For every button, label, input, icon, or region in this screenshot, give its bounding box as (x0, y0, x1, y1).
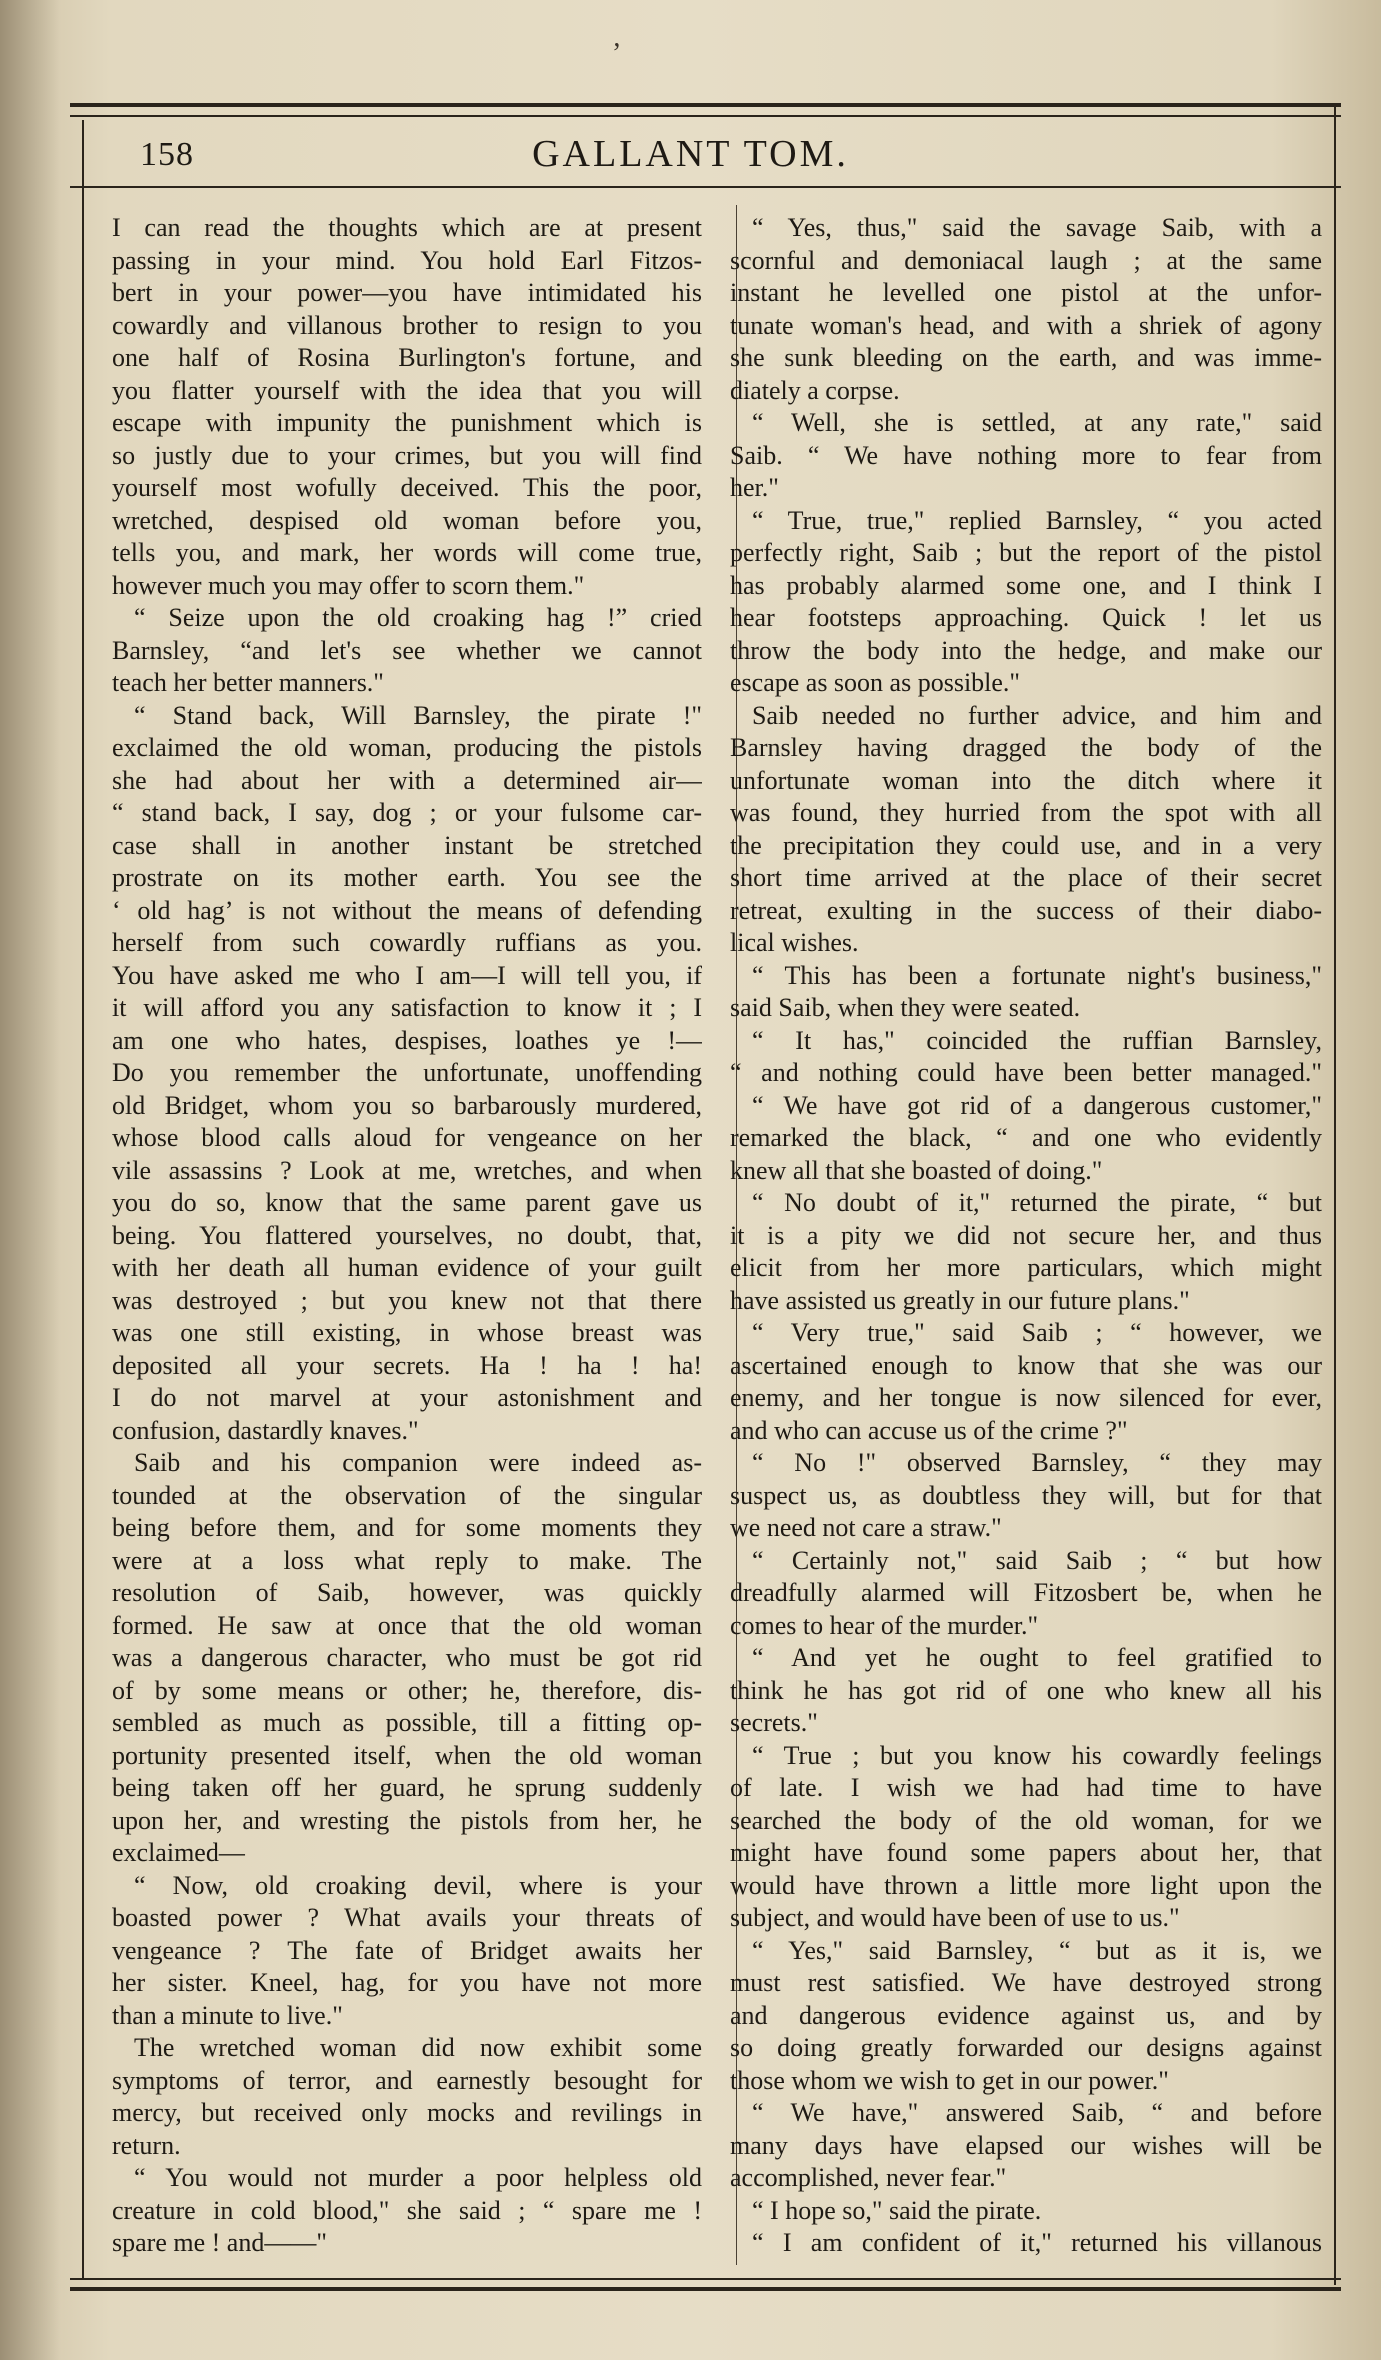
text-line: her sister. Kneel, hag, for you have not more (112, 1968, 702, 1997)
text-line: resolution of Saib, however, was quickly (112, 1578, 702, 1607)
text-line: vengeance ? The fate of Bridget awaits her (112, 1935, 702, 1965)
text-line: and dangerous evidence against us, and by (730, 2000, 1322, 2030)
text-line: The wretched woman did now exhibit some (134, 2033, 702, 2062)
text-line: she sunk bleeding on the earth, and was imme- (730, 343, 1322, 372)
page-number: 158 (140, 136, 194, 173)
text-line: ascertained enough to know that she was our (730, 1350, 1322, 1380)
text-line: one half of Rosina Burlington's fortune, and (112, 343, 702, 372)
text-line: “ No doubt of it," returned the pirate, “ but (752, 1188, 1322, 1217)
text-line: hear footsteps approaching. Quick ! let us (730, 603, 1322, 632)
text-line: prostrate on its mother earth. You see the (112, 863, 702, 892)
text-line: said Saib, when they were seated. (730, 993, 1081, 1022)
text-line: the precipitation they could use, and in a very (730, 830, 1322, 860)
text-line: exclaimed the old woman, producing the pistols (112, 733, 702, 762)
text-line: Barnsley having dragged the body of the (730, 733, 1322, 762)
text-line: comes to hear of the murder." (730, 1610, 1039, 1640)
text-line: “ No !" observed Barnsley, “ they may (752, 1448, 1322, 1477)
text-line: “ Seize upon the old croaking hag !” cried (134, 603, 702, 632)
text-line: must rest satisfied. We have destroyed strong (730, 1968, 1322, 1997)
text-line: case shall in another instant be stretched (112, 830, 702, 860)
text-line: searched the body of the old woman, for we (730, 1805, 1322, 1835)
text-line: “ You would not murder a poor helpless old (134, 2163, 702, 2192)
text-line: passing in your mind. You hold Earl Fitzos- (112, 245, 702, 275)
text-line: instant he levelled one pistol at the unfor- (730, 278, 1322, 307)
text-line: secrets." (730, 1708, 818, 1737)
right-column (730, 212, 1322, 2260)
text-line: was found, they hurried from the spot with all (730, 798, 1322, 827)
text-line: You have asked me who I am—I will tell you, if (112, 960, 702, 990)
text-line: “ Very true," said Saib ; “ however, we (752, 1318, 1322, 1347)
text-line: escape as soon as possible." (730, 668, 1021, 697)
text-line: bert in your power—you have intimidated his (112, 278, 702, 307)
top-rule-thick (70, 103, 1341, 107)
bottom-rule-thin (70, 2278, 1341, 2280)
text-line: were at a loss what reply to make. The (112, 1545, 702, 1575)
text-line: being taken off her guard, he sprung suddenly (112, 1773, 702, 1802)
text-line: formed. He saw at once that the old woman (112, 1610, 702, 1640)
text-line: “ And yet he ought to feel gratified to (752, 1643, 1322, 1672)
text-line: her." (730, 473, 779, 502)
text-line: you flatter yourself with the idea that you will (112, 375, 702, 405)
text-line: return. (112, 2130, 181, 2160)
text-line: “ True, true," replied Barnsley, “ you acted (752, 505, 1322, 535)
text-line: “ Stand back, Will Barnsley, the pirate !" (134, 700, 702, 730)
text-line: those whom we wish to get in our power." (730, 2065, 1169, 2095)
text-line: boasted power ? What avails your threats of (112, 1903, 702, 1932)
ink-mark: ʼ (612, 38, 622, 69)
text-line: “ I hope so," said the pirate. (752, 2195, 1042, 2225)
text-line: scornful and demoniacal laugh ; at the same (730, 245, 1322, 275)
text-line: tells you, and mark, her words will come true, (112, 538, 702, 567)
text-line: wretched, despised old woman before you, (112, 505, 702, 535)
text-line: she had about her with a determined air— (112, 765, 702, 795)
text-line: knew all that she boasted of doing." (730, 1155, 1103, 1185)
left-column (112, 212, 702, 2260)
text-line: teach her better manners." (112, 668, 384, 697)
text-line: you do so, know that the same parent gave us (112, 1188, 702, 1217)
text-line: cowardly and villanous brother to resign to you (112, 310, 702, 340)
text-line: “ Well, she is settled, at any rate," said (752, 408, 1322, 437)
text-line: Saib and his companion were indeed as- (134, 1448, 702, 1477)
text-line: of by some means or other; he, therefore, dis- (112, 1675, 702, 1705)
left-border-rule (82, 120, 84, 2280)
top-rule-thin (70, 115, 1341, 117)
text-line: “ Certainly not," said Saib ; “ but how (752, 1545, 1322, 1575)
text-line: retreat, exulting in the success of their diabo- (730, 895, 1322, 925)
text-line: “ We have got rid of a dangerous customer," (752, 1090, 1322, 1120)
text-line: “ True ; but you know his cowardly feelings (752, 1740, 1322, 1770)
text-line: would have thrown a little more light upon the (730, 1870, 1322, 1900)
text-line: it will afford you any satisfaction to know it ; I (112, 993, 702, 1022)
text-line: “ stand back, I say, dog ; or your fulsome car- (112, 798, 702, 827)
text-line: it is a pity we did not secure her, and thus (730, 1220, 1322, 1250)
text-line: deposited all your secrets. Ha ! ha ! ha! (112, 1350, 702, 1380)
text-line: escape with impunity the punishment which is (112, 408, 702, 437)
text-line: perfectly right, Saib ; but the report of the pistol (730, 538, 1322, 567)
text-line: think he has got rid of one who knew all his (730, 1675, 1322, 1705)
text-line: “ I am confident of it," returned his villanous (752, 2228, 1322, 2257)
text-line: lical wishes. (730, 928, 859, 957)
text-line: Do you remember the unfortunate, unoffending (112, 1058, 702, 1087)
text-line: throw the body into the hedge, and make our (730, 635, 1322, 665)
text-line: I can read the thoughts which are at present (112, 213, 702, 242)
text-line: than a minute to live." (112, 2000, 343, 2030)
text-line: yourself most wofully deceived. This the poor, (112, 473, 702, 502)
text-line: short time arrived at the place of their secret (730, 863, 1322, 892)
text-line: accomplished, never fear." (730, 2163, 1007, 2192)
text-line: creature in cold blood," she said ; “ spare me ! (112, 2195, 702, 2225)
text-line: tounded at the observation of the singular (112, 1480, 702, 1510)
text-line: with her death all human evidence of your guilt (112, 1253, 702, 1282)
header-rule (70, 186, 1341, 188)
text-line: Saib needed no further advice, and him and (752, 700, 1322, 730)
text-line: sembled as much as possible, till a fitting op- (112, 1708, 702, 1737)
text-line: ‘ old hag’ is not without the means of defending (112, 895, 702, 925)
text-line: symptoms of terror, and earnestly besought for (112, 2065, 702, 2095)
text-line: was destroyed ; but you knew not that there (112, 1285, 702, 1315)
running-title: GALLANT TOM. (532, 133, 849, 175)
text-line: old Bridget, whom you so barbarously murdered, (112, 1090, 702, 1120)
text-line: unfortunate woman into the ditch where it (730, 765, 1322, 795)
bottom-rule-thick (70, 2287, 1341, 2291)
text-line: so doing greatly forwarded our designs against (730, 2033, 1322, 2062)
text-line: elicit from her more particulars, which might (730, 1253, 1322, 1282)
text-line: upon her, and wresting the pistols from her, he (112, 1805, 702, 1835)
text-line: Saib. “ We have nothing more to fear from (730, 440, 1322, 470)
text-line: we need not care a straw." (730, 1513, 1002, 1542)
text-line: diately a corpse. (730, 375, 900, 405)
text-line: dreadfully alarmed will Fitzosbert be, when he (730, 1578, 1322, 1607)
text-line: “ Now, old croaking devil, where is your (134, 1870, 702, 1900)
text-line: “ We have," answered Saib, “ and before (752, 2098, 1322, 2127)
right-border-rule (1334, 105, 1336, 2285)
text-line: “ It has," coincided the ruffian Barnsley, (752, 1025, 1322, 1055)
text-line: tunate woman's head, and with a shriek of agony (730, 310, 1322, 340)
text-line: “ Yes, thus," said the savage Saib, with a (752, 213, 1322, 242)
text-line: was a dangerous character, who must be got rid (112, 1643, 702, 1672)
text-line: whose blood calls aloud for vengeance on her (112, 1123, 702, 1152)
text-line: confusion, dastardly knaves." (112, 1415, 419, 1445)
text-line: however much you may offer to scorn them." (112, 570, 585, 600)
text-line: was one still existing, in whose breast was (112, 1318, 702, 1347)
text-line: has probably alarmed some one, and I think I (730, 570, 1322, 600)
text-line: exclaimed— (112, 1838, 245, 1867)
text-line: have assisted us greatly in our future plans." (730, 1285, 1190, 1315)
text-line: and who can accuse us of the crime ?" (730, 1415, 1128, 1445)
text-line: being. You flattered yourselves, no doubt, that, (112, 1220, 702, 1250)
text-line: “ This has been a fortunate night's business," (752, 960, 1322, 990)
text-line: remarked the black, “ and one who evidently (730, 1123, 1322, 1152)
text-line: being before them, and for some moments they (112, 1513, 702, 1542)
spine-shadow (0, 0, 60, 2360)
text-line: spare me ! and——" (112, 2228, 327, 2257)
text-line: many days have elapsed our wishes will be (730, 2130, 1322, 2160)
text-line: subject, and would have been of use to us." (730, 1903, 1180, 1932)
text-line: so justly due to your crimes, but you will find (112, 440, 702, 470)
text-line: vile assassins ? Look at me, wretches, and when (112, 1155, 702, 1185)
text-line: “ Yes," said Barnsley, “ but as it is, we (752, 1935, 1322, 1965)
text-line: “ and nothing could have been better managed." (730, 1058, 1322, 1087)
text-line: Barnsley, “and let's see whether we cannot (112, 635, 702, 665)
text-line: mercy, but received only mocks and revilings in (112, 2098, 702, 2127)
text-line: enemy, and her tongue is now silenced for ever, (730, 1383, 1322, 1412)
text-line: am one who hates, despises, loathes ye !— (112, 1025, 702, 1055)
text-line: portunity presented itself, when the old woman (112, 1740, 702, 1770)
text-line: I do not marvel at your astonishment and (112, 1383, 702, 1412)
text-line: of late. I wish we had had time to have (730, 1773, 1322, 1802)
text-line: suspect us, as doubtless they will, but for that (730, 1480, 1322, 1510)
text-line: might have found some papers about her, that (730, 1838, 1322, 1867)
text-line: herself from such cowardly ruffians as you. (112, 928, 702, 957)
